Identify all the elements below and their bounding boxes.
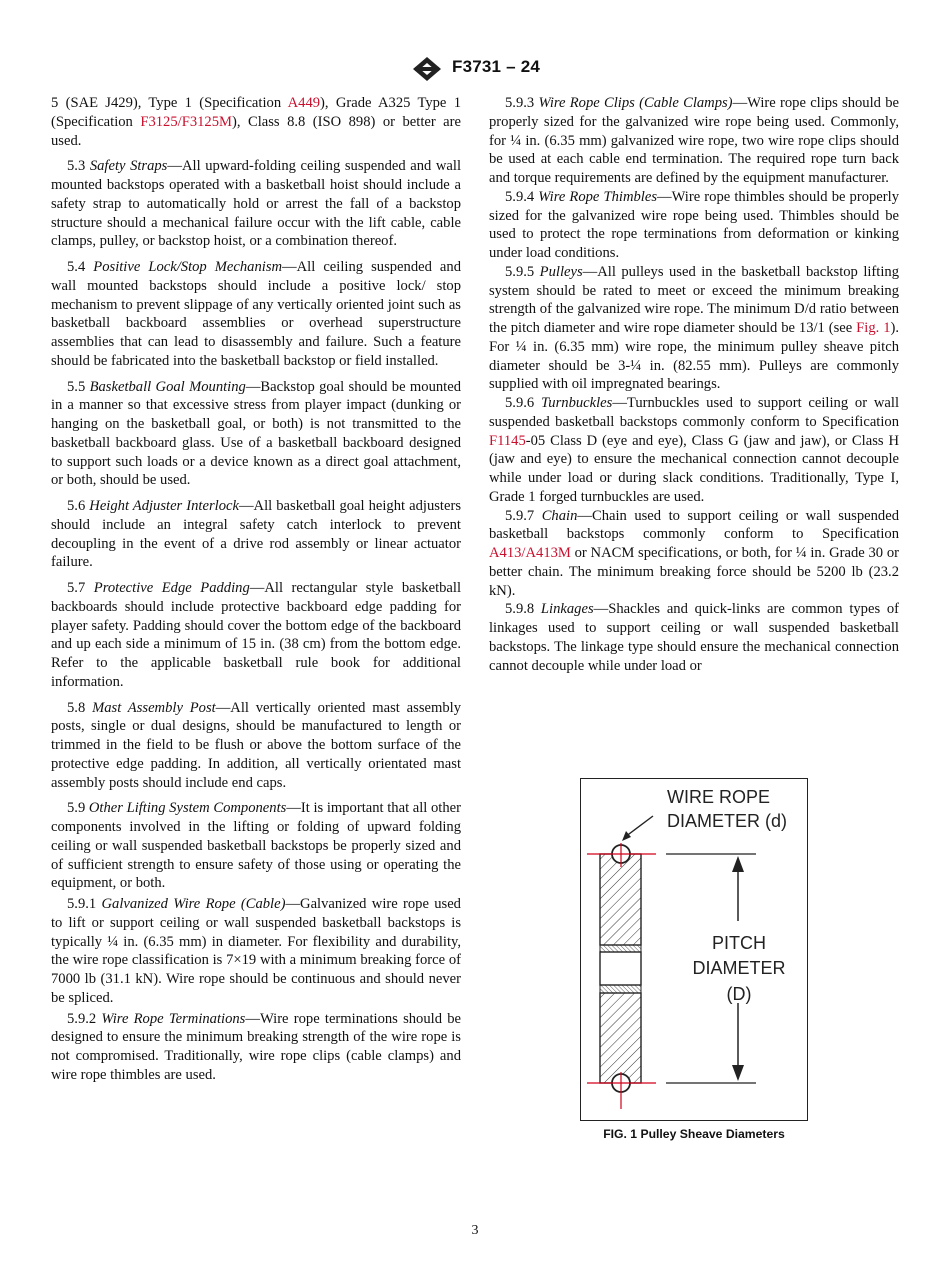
link-f3125[interactable]: F3125/F3125M xyxy=(140,113,232,130)
right-column xyxy=(489,94,899,675)
pulley-sheave-drawing xyxy=(581,779,809,1122)
section-5-9-6: 5.9.6 Turnbuckles—Turnbuckles used to support ceiling or wall suspended basketball backstops commonly conform to Specification F1145-05 Class D (eye and eye), Class G (jaw and jaw), or Class H (jaw and eye) to ensure the mechanical connection cannot decouple while under load or during slack conditions. Traditionally, Type I, Grade 1 forged turnbuckles are used. xyxy=(489,395,899,505)
label-pitch: PITCH xyxy=(712,933,766,953)
link-a449[interactable]: A449 xyxy=(287,95,321,111)
left-column xyxy=(51,94,461,1085)
section-5-5: 5.5 Basketball Goal Mounting—Backstop goal should be mounted in a manner so that excessive stress from player impact (dunking or hanging on the basketball goal, or both) is not transmitted to the basketball backboard glass. Use of a basketball backboard designed to support such loads or a device known as a direct goal attachment, or both, should be used. xyxy=(51,378,461,489)
label-wire-rope: WIRE ROPE xyxy=(667,787,771,807)
label-pitch-d: (D) xyxy=(726,984,752,1004)
figure-1-pulley-diagram xyxy=(580,778,808,1121)
link-a413[interactable]: A413/A413M xyxy=(489,545,571,561)
sheave-upper-half xyxy=(600,854,641,945)
label-diameter-d: DIAMETER (d) xyxy=(667,811,788,831)
section-5-4: 5.4 Positive Lock/Stop Mechanism—All ceiling suspended and wall mounted backstops should include a positive lock/ stop mechanism to prevent slippage of any vertically oriented joint such as basketball backboard assemblies or overhead superstructure assemblies that can lead to disassembly and failure. Such a feature should be fabricated into the basketball backstop or field installed. xyxy=(51,259,462,369)
section-5-9-8: 5.9.8 Linkages—Shackles and quick-links are common types of linkages used to support ceiling or wall suspended basketball backstops. The linkage type should ensure the mechanical connection cannot decouple while under load or xyxy=(489,601,899,674)
document-id: F3731 – 24 xyxy=(452,57,541,76)
sheave-bore xyxy=(600,952,641,985)
section-5-9-1: 5.9.1 Galvanized Wire Rope (Cable)—Galvanized wire rope used to lift or support ceiling or wall suspended basketball backstops is typically ¼ in. (6.35 mm) in diameter. For flexibility and durability, the wire rope classification is 7×19 with a minimum breaking force of 7000 lb (31.1 kN). Wire rope should be continuous and should never be spliced. xyxy=(51,896,461,1006)
page-header xyxy=(0,56,950,82)
figure-caption: FIG. 1 Pulley Sheave Diameters xyxy=(603,1127,785,1141)
section-5-7: 5.7 Protective Edge Padding—All rectangular style basketball backboards should include protective backboard edge padding for player safety. Padding should cover the bottom edge of the backboard and up each side a minimum of 15 in. (38 cm) from the bottom edge. Refer to the applicable basketball rule book for additional information. xyxy=(51,580,462,690)
section-5-8: 5.8 Mast Assembly Post—All vertically oriented mast assembly posts, single or dual designs, should be manufactured to length or trimmed in the field to be flush or above the bottom surface of the protective edge padding. In addition, all vertically orientated mast assembly posts should include end caps. xyxy=(51,699,461,791)
wire-leader xyxy=(625,816,653,837)
sheave-lower-half xyxy=(600,993,641,1083)
pitch-arrow-up-icon xyxy=(732,856,744,872)
hub-upper xyxy=(600,945,641,952)
link-f1145[interactable]: F1145 xyxy=(489,432,526,449)
hub-lower xyxy=(600,985,641,993)
label-pitch-diameter: DIAMETER xyxy=(692,958,786,978)
section-5-3: 5.3 Safety Straps—All upward-folding ceiling suspended and wall mounted backstops operated with a basketball hoist should include a safety strap to automatically hold or arrest the fall of a backstop structure should a mechanical failure occur with the lift cable, cable clamps, pulley, or backstop hoist, or a combination thereof. xyxy=(51,158,461,250)
section-5-9-5: 5.9.5 Pulleys—All pulleys used in the basketball backstop lifting system should be rated to meet or exceed the minimum breaking strength of the galvanized wire rope. The minimum D/d ratio between the pitch diameter and wire rope diameter should be 13/1 (see Fig. 1). For ¼ in. (6.35 mm) wire rope, the minimum pulley sheave pitch diameter should be 3-¼ in. (82.55 mm). Pulleys are commonly supplied with oil impregnated bearings. xyxy=(489,263,900,393)
section-5-9-2: 5.9.2 Wire Rope Terminations—Wire rope terminations should be designed to ensure the minimum breaking strength of the wire rope is not compromised. Traditionally, wire rope clips (cable clamps) and wire rope thimbles are used. xyxy=(51,1010,461,1083)
wire-leader-arrow-icon xyxy=(622,831,631,841)
section-5-9: 5.9 Other Lifting System Components—It is important that all other components involved in the lifting or folding of upward folding ceiling or wall suspended basketball backstops be properly sized and of sufficient strength to ensure safety of those using or operating the equipment, or both. xyxy=(51,800,461,892)
page-number: 3 xyxy=(471,1223,479,1238)
section-5-9-7: 5.9.7 Chain—Chain used to support ceiling or wall suspended basketball backstops commonly conform to Specification A413/A413M or NACM specifications, or both, for ¼ in. Grade 30 or better chain. The minimum breaking force should be 5200 lb (23.2 kN). xyxy=(489,507,899,599)
pitch-arrow-down-icon xyxy=(732,1065,744,1081)
section-5-9-3: 5.9.3 Wire Rope Clips (Cable Clamps)—Wire rope clips should be properly sized for the galvanized wire rope being used. Commonly, for ¼ in. (6.35 mm) galvanized wire rope, two wire rope clips should be used at each cable end termination. The required rope turn back and torque requirements are defined by the equipment manufacturer. xyxy=(489,95,900,186)
astm-logo-icon xyxy=(409,56,445,82)
paragraph-continuation: 5 (SAE J429), Type 1 (Specification A449), Grade A325 Type 1 (Specification F3125/F3125M), Class 8.8 (ISO 898) or better are used. xyxy=(51,95,461,149)
link-fig-1[interactable]: Fig. 1 xyxy=(856,320,891,336)
section-5-9-4: 5.9.4 Wire Rope Thimbles—Wire rope thimbles should be properly sized for the galvanized wire rope being used. Thimbles should be used to protect the rope terminations from deformation or kinking under load conditions. xyxy=(489,188,900,261)
section-5-6: 5.6 Height Adjuster Interlock—All basketball goal height adjusters should include an integral safety catch interlock to prevent decoupling in the event of a drive rod assembly or linear actuator failure. xyxy=(51,498,461,571)
